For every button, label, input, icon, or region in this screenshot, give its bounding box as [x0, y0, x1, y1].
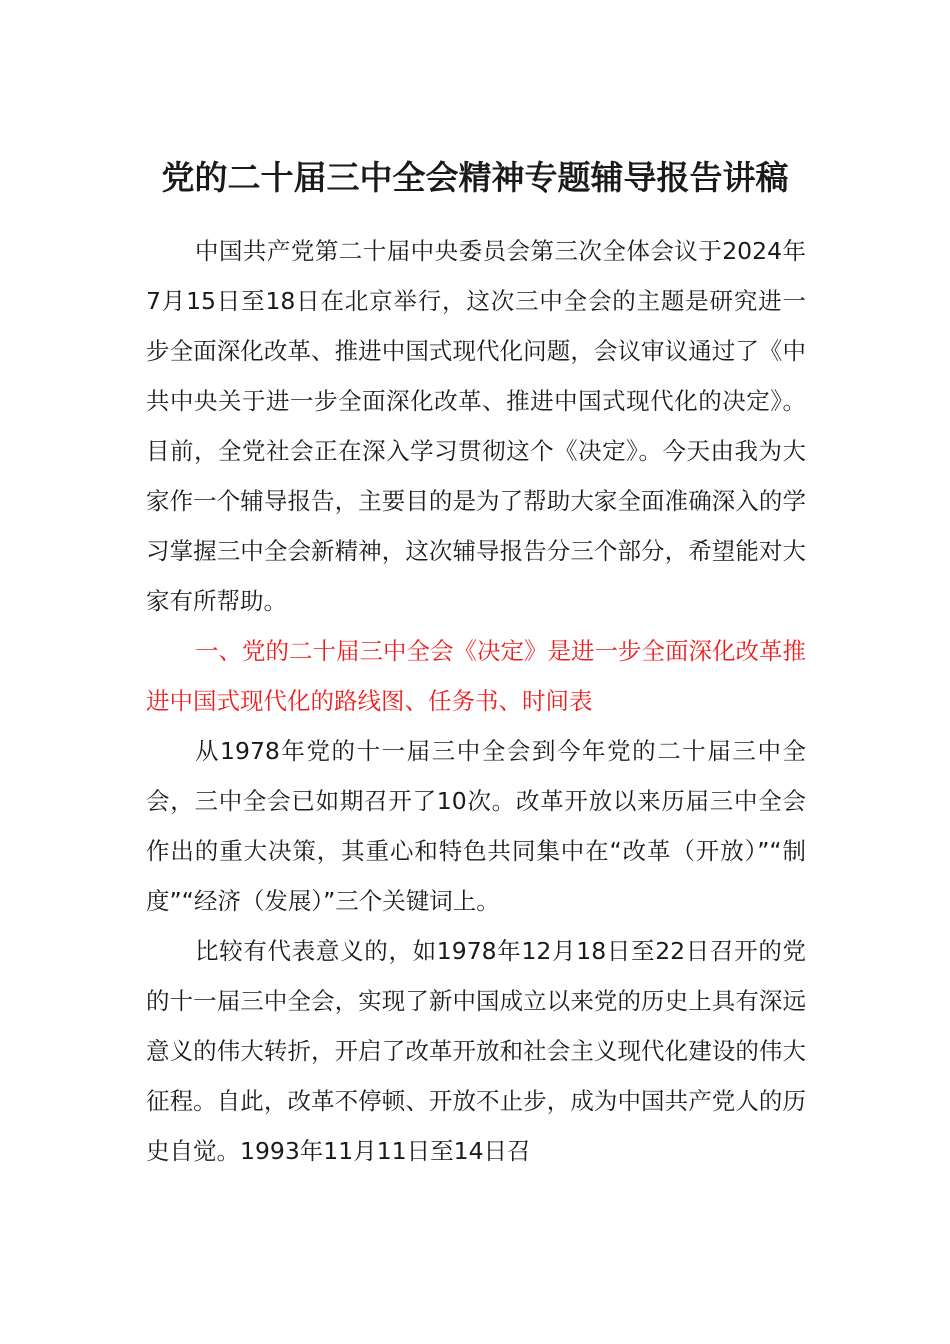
intro-paragraph: 中国共产党第二十届中央委员会第三次全体会议于2024年7月15日至18日在北京举行，这次三中全会的主题是研究进一步全面深化改革、推进中国式现代化问题，会议审议通过了《中共中央关于进一步全面深化改革、推进中国式现代化的决定》。目前，全党社会正在深入学习贯彻这个《决定》。今天由我为大家作一个辅导报告，主要目的是为了帮助大家全面准确深入的学习掌握三中全会新精神，这次辅导报告分三个部分，希望能对大家有所帮助。 [146, 237, 806, 615]
section-heading-1: 一、党的二十届三中全会《决定》是进一步全面深化改革推进中国式现代化的路线图、任务书、时间表 [146, 637, 806, 715]
section-1-paragraph-1: 从1978年党的十一届三中全会到今年党的二十届三中全会，三中全会已如期召开了10次。改革开放以来历届三中全会作出的重大决策，其重心和特色共同集中在“改革（开放）”“制度”“经济（发展）”三个关键词上。 [146, 737, 806, 915]
document-title: 党的二十届三中全会精神专题辅导报告讲稿 [161, 158, 789, 197]
section-1-paragraph-2: 比较有代表意义的，如1978年12月18日至22日召开的党的十一届三中全会，实现了新中国成立以来党的历史上具有深远意义的伟大转折，开启了改革开放和社会主义现代化建设的伟大征程。自此，改革不停顿、开放不止步，成为中国共产党人的历史自觉。1993年11月11日至14日召 [146, 937, 806, 1165]
